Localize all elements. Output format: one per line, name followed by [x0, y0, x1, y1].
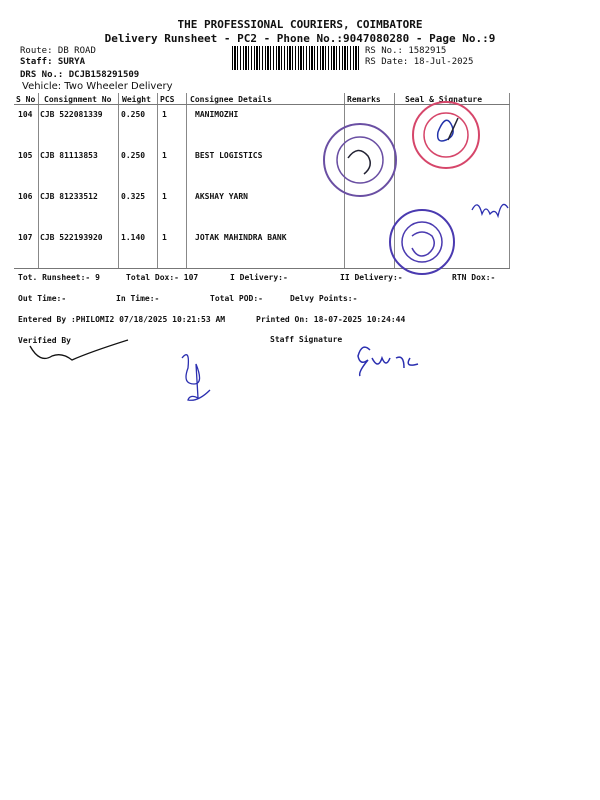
row-sno: 106 [18, 192, 33, 201]
best-logistics-stamp [324, 124, 396, 196]
row-consignment: CJB 522081339 [40, 110, 103, 119]
total-dox: Total Dox:- 107 [126, 273, 199, 282]
row-consignee: JOTAK MAHINDRA BANK [195, 233, 287, 242]
row-sno: 104 [18, 110, 33, 119]
col-header-consignment: Consignment No [44, 95, 112, 104]
vehicle-label: Vehicle: Two Wheeler Delivery [22, 81, 173, 92]
entered-by: Entered By :PHILOMI2 07/18/2025 10:21:53 AM [18, 315, 226, 324]
out-time: Out Time:- [18, 294, 67, 303]
delvy-points: Delvy Points:- [290, 294, 358, 303]
row-consignment: CJB 81113853 [40, 151, 98, 160]
row-consignment: CJB 81233512 [40, 192, 98, 201]
row-pcs: 1 [162, 151, 167, 160]
col-header-sno: S No [16, 95, 36, 104]
surya-signature [358, 347, 418, 376]
total-runsheet: Tot. Runsheet:- 9 [18, 273, 100, 282]
rtn-dox: RTN Dox:- [452, 273, 496, 282]
row-sno: 105 [18, 151, 33, 160]
route-label: Route: DB ROAD [20, 46, 96, 56]
col-header-pcs: PCS [160, 95, 175, 104]
total-pod: Total POD:- [210, 294, 263, 303]
row-sno: 107 [18, 233, 33, 242]
col-header-weight: Weight [122, 95, 151, 104]
in-time: In Time:- [116, 294, 160, 303]
verified-by-label: Verified By [18, 336, 71, 345]
staff-initial-signature [182, 355, 210, 401]
row-consignee: MANIMOZHI [195, 110, 239, 119]
row-pcs: 1 [162, 110, 167, 119]
row-weight: 1.140 [121, 233, 146, 242]
row-weight: 0.325 [121, 192, 146, 201]
row-consignee: BEST LOGISTICS [195, 151, 263, 160]
row-pcs: 1 [162, 192, 167, 201]
row-weight: 0.250 [121, 110, 146, 119]
document-title: THE PROFESSIONAL COURIERS, COIMBATORE [177, 18, 423, 31]
ii-delivery: II Delivery:- [340, 273, 403, 282]
barcode [232, 46, 359, 70]
rs-number: RS No.: 1582915 [365, 46, 447, 56]
row-consignment: CJB 522193920 [40, 233, 103, 242]
footer-signatures [20, 330, 460, 410]
rs-date: RS Date: 18-Jul-2025 [365, 57, 474, 67]
verified-signature [30, 340, 128, 360]
drs-number: DRS No.: DCJB158291509 [20, 70, 140, 80]
stamps-and-signatures [300, 100, 510, 280]
i-delivery: I Delivery:- [230, 273, 288, 282]
row-weight: 0.250 [121, 151, 146, 160]
row-pcs: 1 [162, 233, 167, 242]
col-header-consignee: Consignee Details [190, 95, 272, 104]
row-consignee: AKSHAY YARN [195, 192, 248, 201]
staff-label: Staff: SURYA [20, 57, 86, 67]
document-subtitle: Delivery Runsheet - PC2 - Phone No.:9047080280 - Page No.:9 [104, 32, 496, 45]
col-header-remarks: Remarks [347, 95, 381, 104]
red-seal-stamp [413, 102, 479, 168]
handwritten-signature [472, 204, 508, 216]
kotak-bank-stamp [390, 210, 454, 274]
col-header-seal: Seal & Signature [405, 95, 483, 104]
printed-on: Printed On: 18-07-2025 10:24:44 [256, 315, 406, 324]
staff-signature-label: Staff Signature [270, 335, 343, 344]
